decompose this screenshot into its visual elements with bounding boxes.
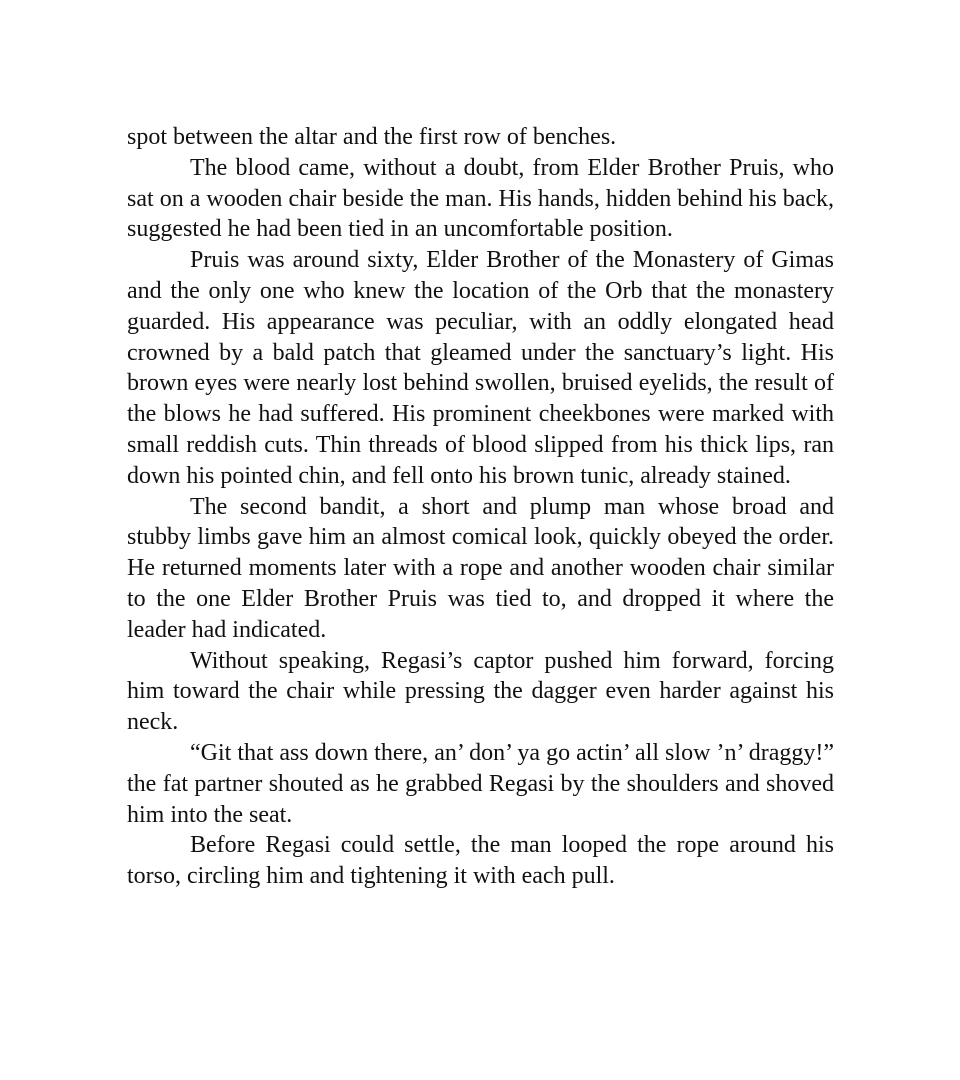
paragraph-continued: spot between the altar and the first row of benches. [127, 124, 617, 150]
paragraph: “Git that ass down there, an’ don’ ya go actin’ all slow ’n’ draggy!” the fat partner shouted as he grabbed Regasi by the shoulders and shoved him into the seat. [127, 739, 834, 828]
document-page [127, 122, 834, 892]
paragraph: The second bandit, a short and plump man whose broad and stubby limbs gave him an almost comical look, quickly obeyed the order. He returned moments later with a rope and another wooden chair similar to the one Elder Brother Pruis was tied to, and dropped it where the leader had indicated. [127, 493, 834, 643]
paragraph: The blood came, without a doubt, from Elder Brother Pruis, who sat on a wooden chair beside the man. His hands, hidden behind his back, suggested he had been tied in an uncomfortable position. [127, 154, 834, 243]
paragraph: Before Regasi could settle, the man looped the rope around his torso, circling him and tightening it with each pull. [127, 832, 834, 890]
paragraph: Without speaking, Regasi’s captor pushed him forward, forcing him toward the chair while pressing the dagger even harder against his neck. [127, 647, 834, 736]
paragraph: Pruis was around sixty, Elder Brother of the Monastery of Gimas and the only one who knew the location of the Orb that the monastery guarded. His appearance was peculiar, with an oddly elongated head crowned by a bald patch that gleamed under the sanctuary’s light. His brown eyes were nearly lost behind swollen, bruised eyelids, the result of the blows he had suffered. His prominent cheekbones were marked with small reddish cuts. Thin threads of blood slipped from his thick lips, ran down his pointed chin, and fell onto his brown tunic, already stained. [127, 247, 834, 489]
